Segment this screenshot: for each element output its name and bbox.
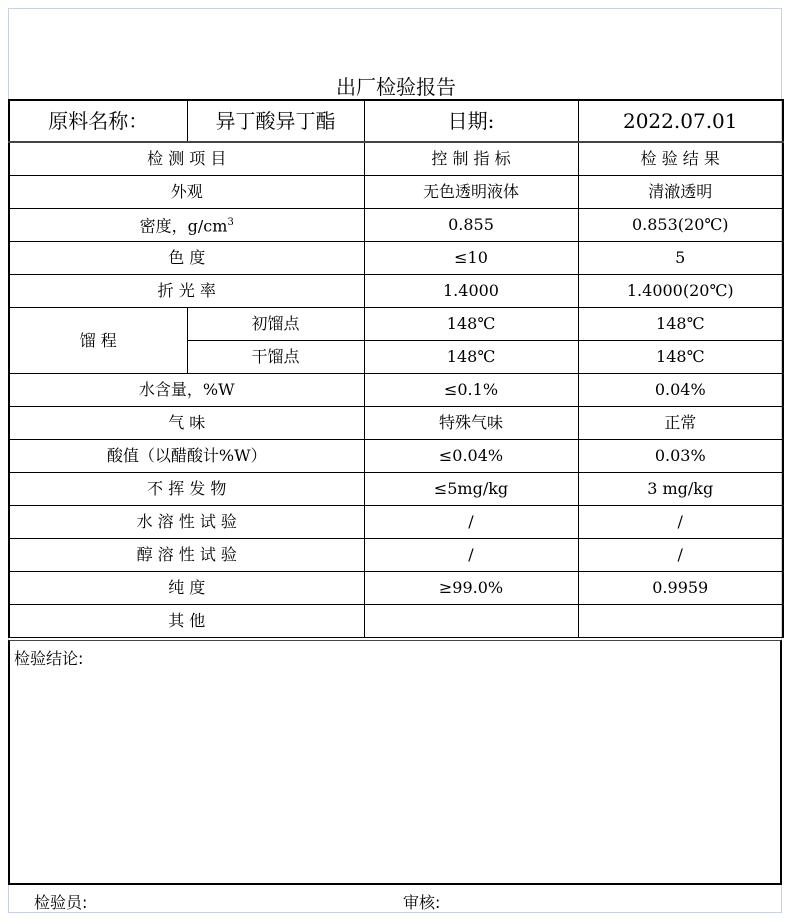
table-row	[9, 572, 783, 605]
row-spec: 148℃	[364, 308, 578, 341]
table-row	[9, 440, 783, 473]
row-spec: /	[364, 506, 578, 539]
date-label: 日期:	[364, 100, 578, 142]
table-row	[9, 275, 783, 308]
report-title: 出厂检验报告	[336, 75, 456, 99]
header-row	[9, 100, 783, 142]
row-spec: ≤10	[364, 242, 578, 275]
material-label: 原料名称：	[9, 100, 187, 142]
row-spec: ≤0.04%	[364, 440, 578, 473]
row-item: 气 味	[9, 407, 364, 440]
row-spec: 0.855	[364, 209, 578, 242]
row-result: 清澈透明	[578, 176, 783, 209]
inspector-label: 检验员:	[34, 893, 88, 912]
row-item: 醇 溶 性 试 验	[9, 539, 364, 572]
row-item: 折 光 率	[9, 275, 364, 308]
row-result: 0.9959	[578, 572, 783, 605]
table-row	[9, 242, 783, 275]
superscript: 3	[227, 217, 234, 229]
row-result	[578, 605, 783, 638]
row-item: 密度，$g/cm^3$	[9, 209, 364, 242]
reviewer-label: 审核:	[403, 893, 441, 912]
column-header-row	[9, 142, 783, 176]
col-item: 检 测 项 目	[9, 142, 364, 176]
row-result: 148℃	[578, 341, 783, 374]
date-value: 2022.07.01	[578, 100, 783, 142]
row-spec: ≥99.0%	[364, 572, 578, 605]
row-item: 外观	[9, 176, 364, 209]
row-spec: ≤5mg/kg	[364, 473, 578, 506]
inspection-table	[8, 99, 784, 638]
row-spec: 148℃	[364, 341, 578, 374]
row-spec: /	[364, 539, 578, 572]
row-item: 色 度	[9, 242, 364, 275]
row-item: 不 挥 发 物	[9, 473, 364, 506]
conclusion-box	[8, 640, 782, 885]
row-spec: 特殊气味	[364, 407, 578, 440]
row-result: 0.853(20℃)	[578, 209, 783, 242]
row-result: 0.03%	[578, 440, 783, 473]
row-result: 1.4000(20℃)	[578, 275, 783, 308]
table-row	[9, 605, 783, 638]
table-row	[9, 473, 783, 506]
row-result: 3 mg/kg	[578, 473, 783, 506]
row-spec: 1.4000	[364, 275, 578, 308]
table-row	[9, 506, 783, 539]
row-item: 水含量，%W	[9, 374, 364, 407]
row-result: 5	[578, 242, 783, 275]
table-row	[9, 176, 783, 209]
table-row	[9, 539, 783, 572]
row-item: 纯 度	[9, 572, 364, 605]
row-spec: 无色透明液体	[364, 176, 578, 209]
row-subitem: 初馏点	[187, 308, 364, 341]
table-row	[9, 374, 783, 407]
col-spec: 控 制 指 标	[364, 142, 578, 176]
table-row	[9, 407, 783, 440]
table-row	[9, 209, 783, 242]
material-value: 异丁酸异丁酯	[187, 100, 364, 142]
table-row	[9, 308, 783, 341]
row-result: 0.04%	[578, 374, 783, 407]
col-result: 检 验 结 果	[578, 142, 783, 176]
row-item: 其 他	[9, 605, 364, 638]
row-result: 正常	[578, 407, 783, 440]
row-item: 酸值（以醋酸计%W）	[9, 440, 364, 473]
row-item-group: 馏 程	[9, 308, 187, 374]
row-spec: ≤0.1%	[364, 374, 578, 407]
row-subitem: 干馏点	[187, 341, 364, 374]
row-spec	[364, 605, 578, 638]
row-item: 水 溶 性 试 验	[9, 506, 364, 539]
row-result: 148℃	[578, 308, 783, 341]
row-result: /	[578, 539, 783, 572]
row-result: /	[578, 506, 783, 539]
conclusion-label: 检验结论:	[14, 649, 84, 668]
